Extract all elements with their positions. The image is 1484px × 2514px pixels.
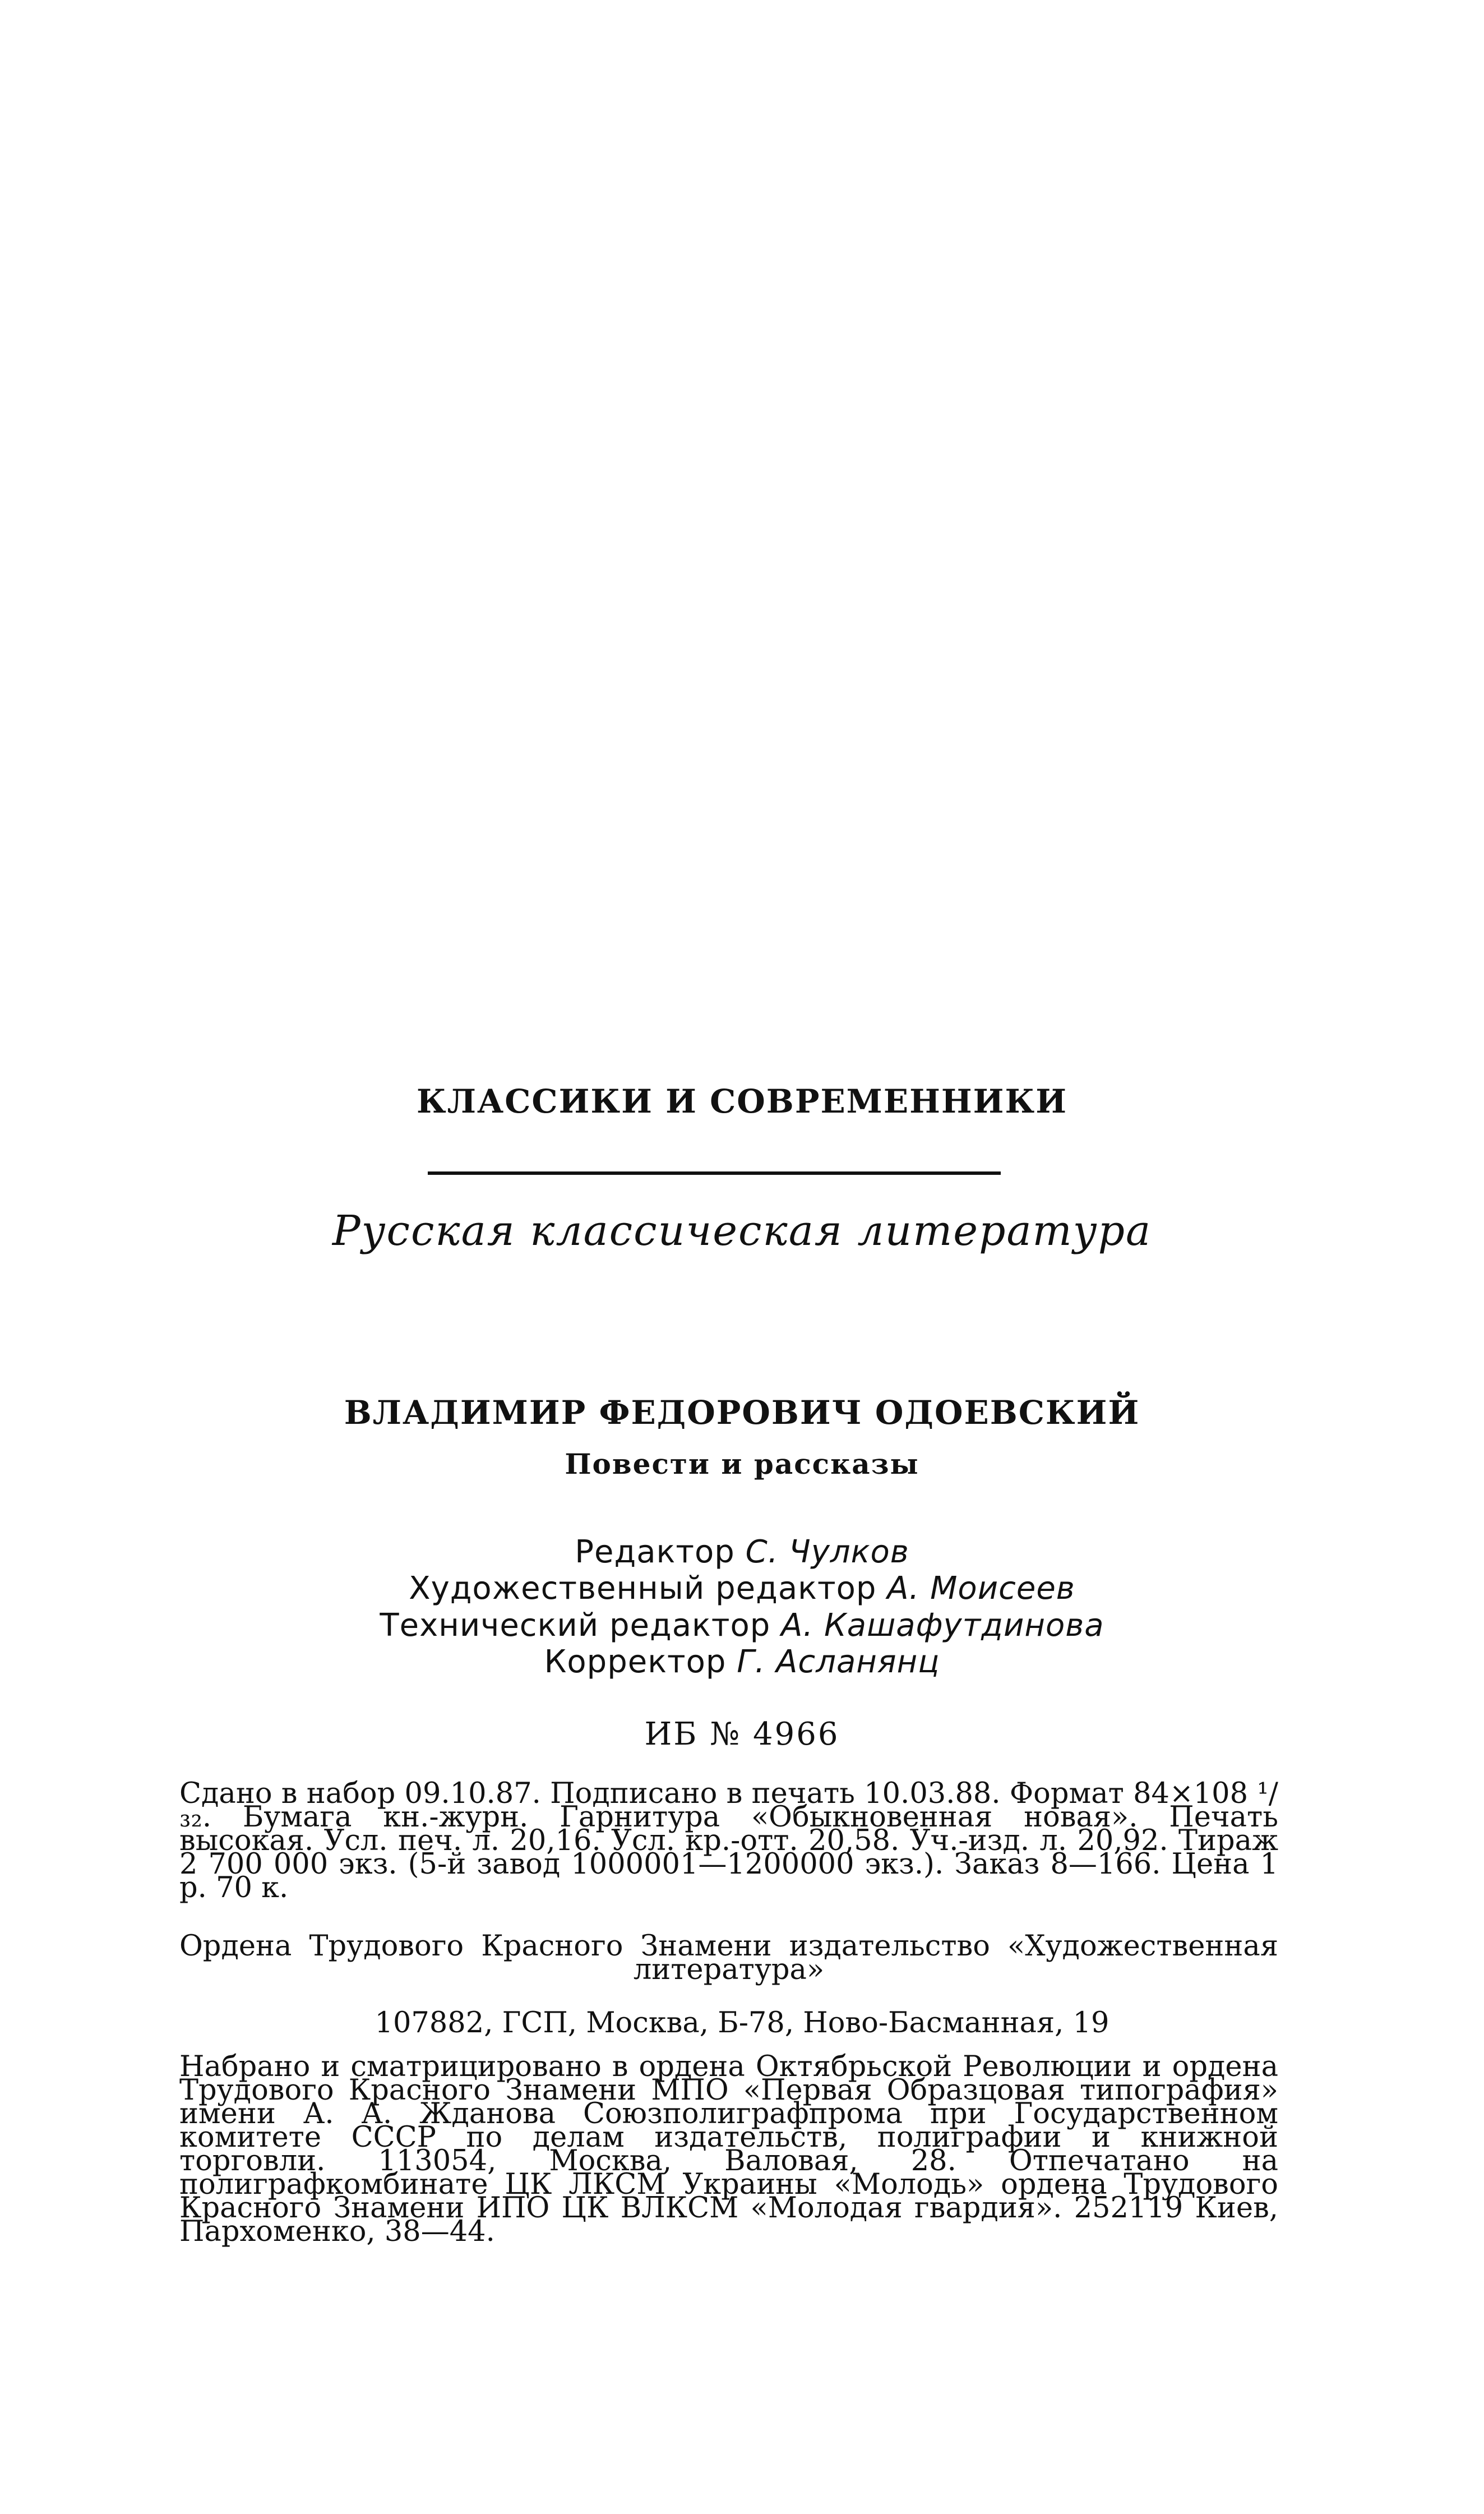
- staff-name: Г. Асланянц: [737, 1644, 940, 1680]
- divider-rule: [428, 1171, 1001, 1175]
- staff-role: Художественный редактор: [409, 1570, 877, 1607]
- publisher-address: 107882, ГСП, Москва, Б-78, Ново-Басманная, 19: [375, 2006, 1109, 2040]
- staff-line-editor: [0, 1534, 1484, 1570]
- staff-name: А. Моисеев: [887, 1570, 1075, 1607]
- book-title: Повести и рассказы: [565, 1447, 919, 1480]
- staff-name: А. Кашафутдинова: [781, 1607, 1104, 1644]
- staff-name: С. Чулков: [745, 1534, 909, 1570]
- subseries-heading: Русская классическая литература: [332, 1207, 1152, 1255]
- series-heading: КЛАССИКИ И СОВРЕМЕННИКИ: [416, 1082, 1068, 1120]
- author-name: ВЛАДИМИР ФЕДОРОВИЧ ОДОЕВСКИЙ: [344, 1394, 1140, 1432]
- printer-details: Набрано и сматрицировано в ордена Октябрьской Революции и ордена Трудового Красного Знамени МПО «Первая Образцовая типография» имени А. А. Жданова Союзполиграфпрома при Государственном комитете СССР по делам издательств, полиграфии и книжной торговли. 113054, Москва, Валовая, 28. Отпечатано на полиграфкомбинате ЦК ЛКСМ Украины «Молодь» ордена Трудового Красного Знамени ИПО ЦК ВЛКСМ «Молодая гвардия». 252119 Киев, Пархоменко, 38—44.: [179, 2050, 1278, 2248]
- print-details: Сдано в набор 09.10.87. Подписано в печать 10.03.88. Формат 84×108 ¹/₃₂. Бумага кн.-журн. Гарнитура «Обыкновенная новая». Печать высокая. Усл. печ. л. 20,16. Усл. кр.-отт. 20,58. Уч.-изд. л. 20,92. Тираж 2 700 000 экз. (5-й завод 1000001—1200000 экз.). Заказ 8—166. Цена 1 р. 70 к.: [179, 1777, 1278, 1904]
- staff-role: Корректор: [544, 1644, 727, 1680]
- staff-line-tech-editor: [0, 1607, 1484, 1644]
- staff-role: Технический редактор: [380, 1607, 771, 1644]
- ib-number: ИБ № 4966: [644, 1716, 840, 1752]
- staff-line-proofreader: [0, 1644, 1484, 1680]
- staff-role: Редактор: [575, 1534, 735, 1570]
- staff-line-art-editor: [0, 1570, 1484, 1607]
- publisher-name: Ордена Трудового Красного Знамени издательство «Художественная литература»: [179, 1930, 1278, 1986]
